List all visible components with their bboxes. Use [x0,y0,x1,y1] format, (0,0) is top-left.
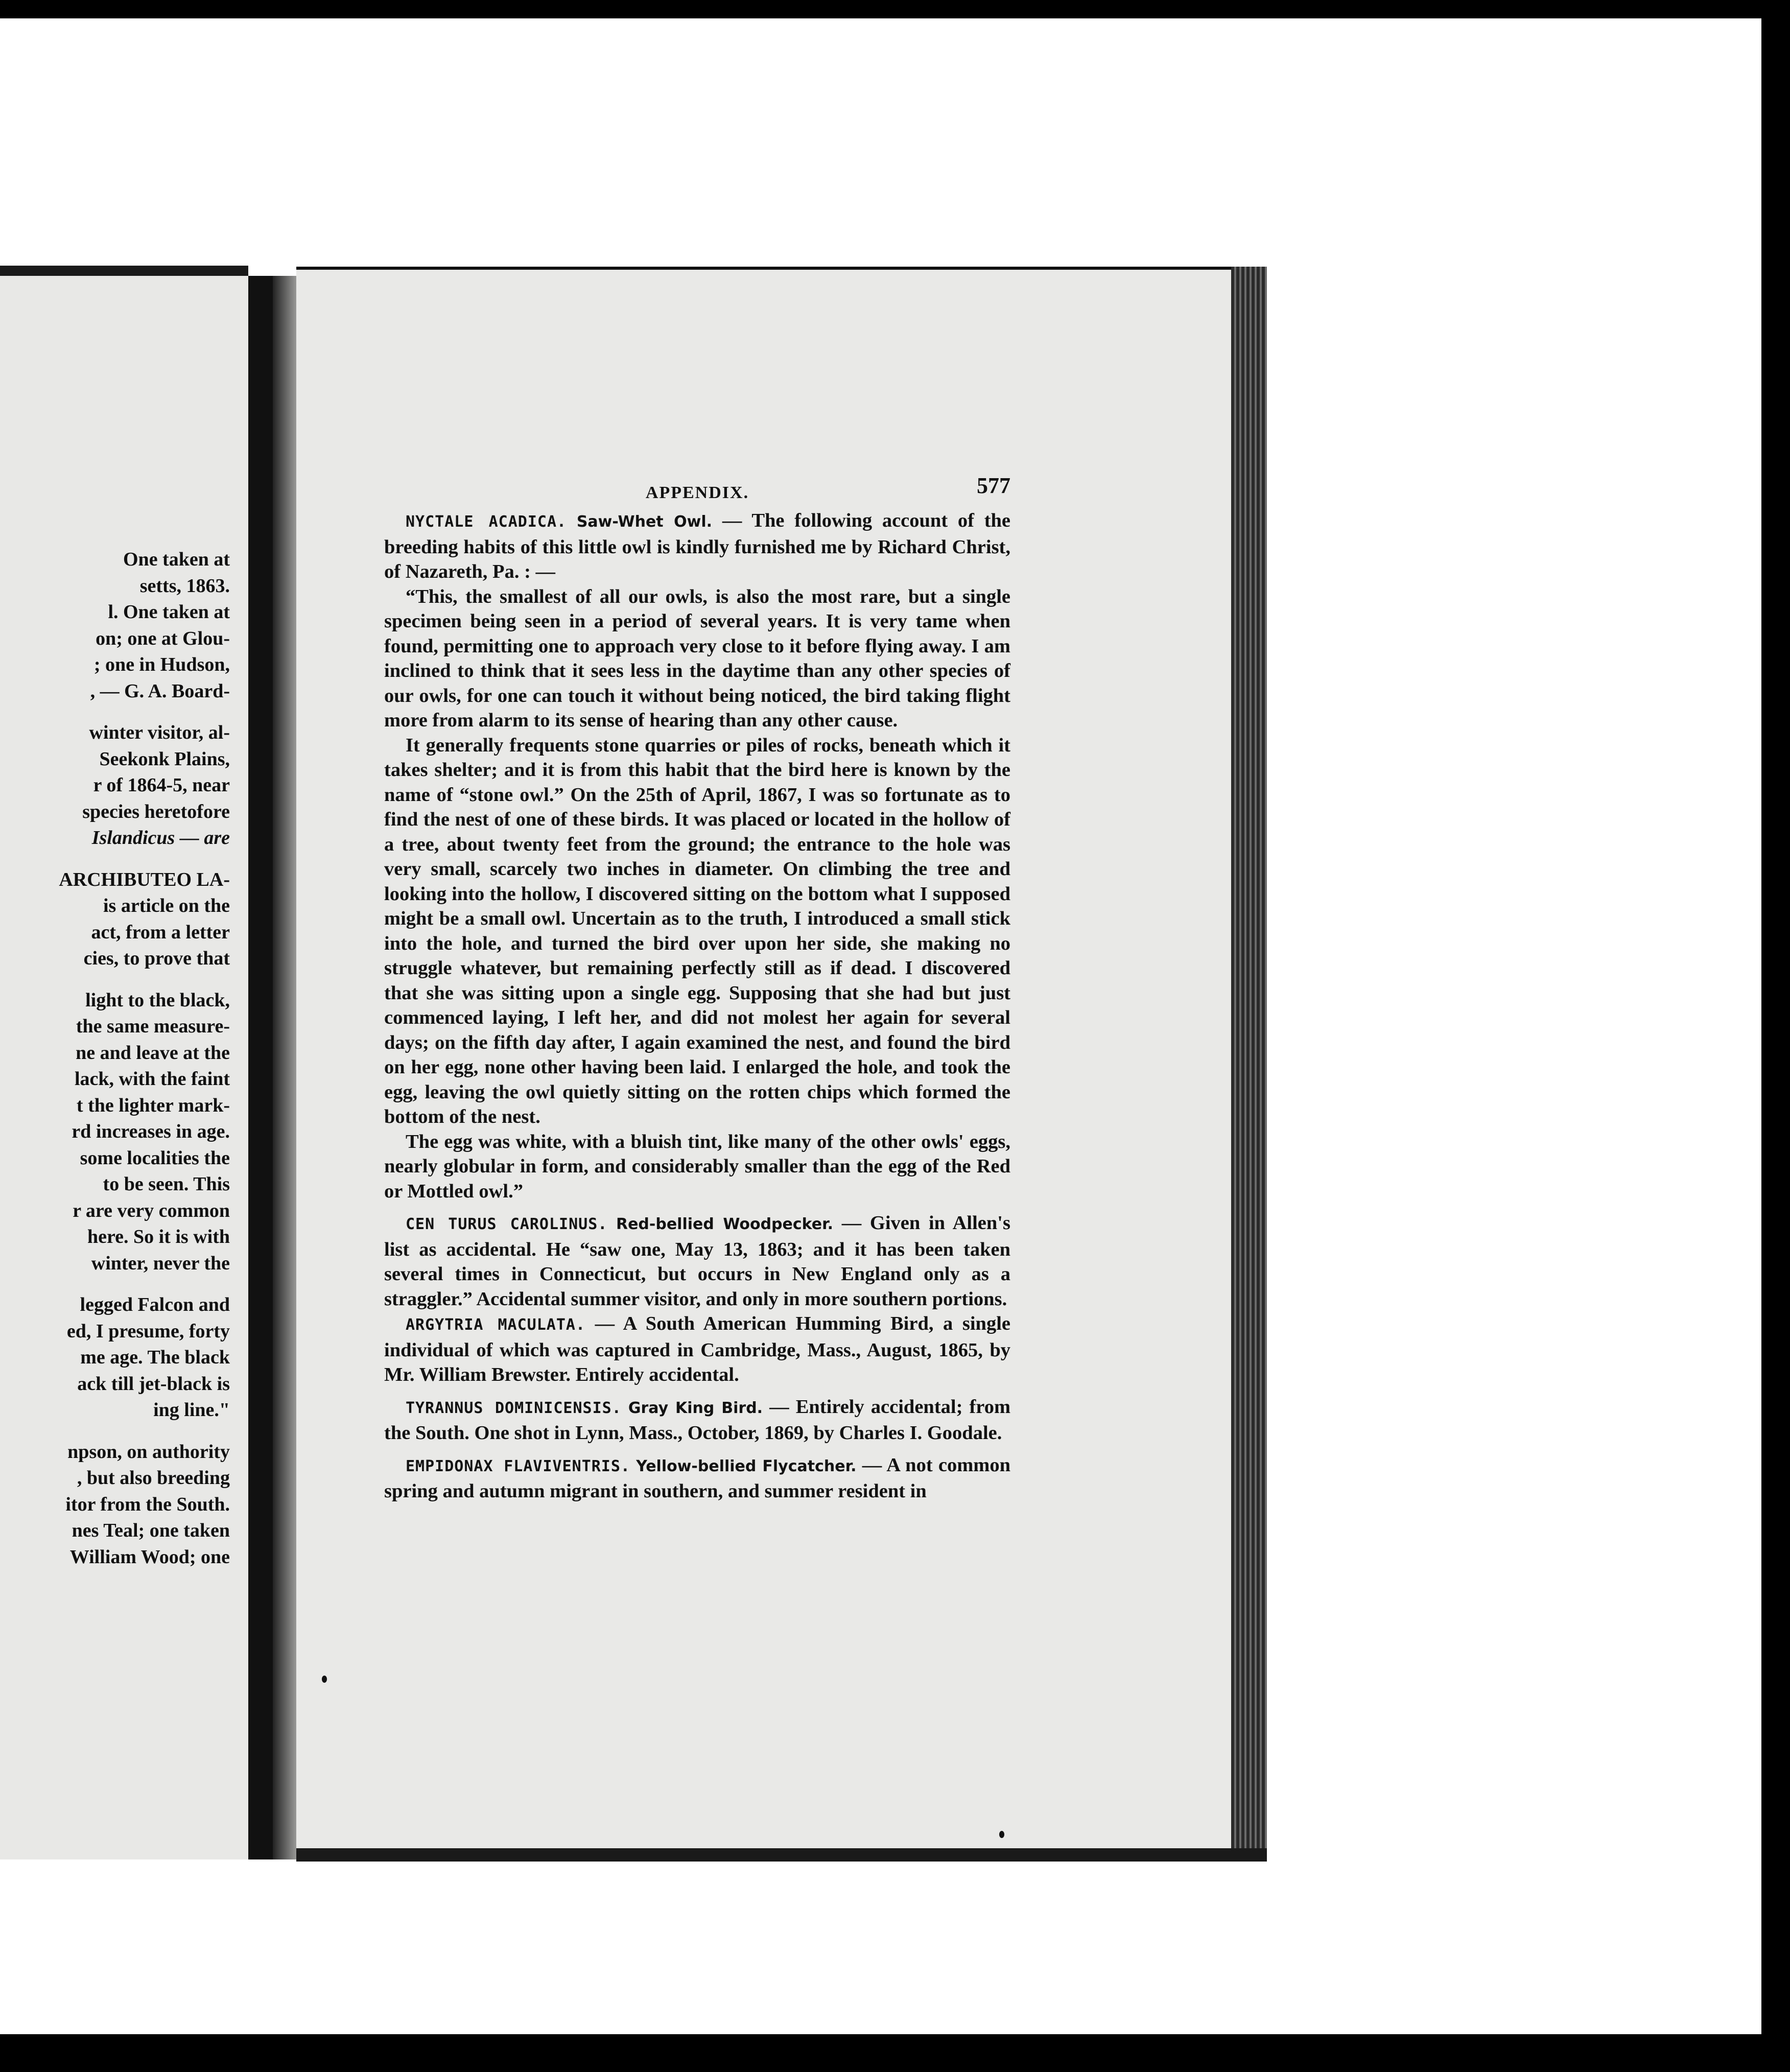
entry-text: — Entirely accidental; from the South. One shot in Lynn, Mass., October, 1869, by Charles I. Goodale. [384,1396,1011,1444]
entry-text: — The following account of the breeding habits of this little owl is kindly furnished me by Richard Christ, of Nazareth, Pa. : — [384,510,1011,582]
left-line: on; one at Glou- [96,627,230,649]
film-bottom-edge [0,2034,1790,2072]
species-entry [384,1395,1010,1446]
ink-speck [322,1676,327,1683]
left-line: cies, to prove that [83,948,230,969]
left-line: here. So it is with [87,1226,230,1247]
species-entry [384,1453,1010,1504]
species-entry [384,508,1010,584]
left-line: winter, never the [91,1252,230,1274]
left-line: light to the black, [85,989,230,1011]
left-line: William Wood; one [69,1546,230,1568]
left-page-text [0,547,230,1570]
running-title: APPENDIX. [645,483,749,502]
left-line: t the lighter mark- [76,1094,230,1116]
left-line: nes Teal; one taken [72,1520,230,1541]
common-name: Saw-Whet Owl. [576,513,713,531]
left-line: is article on the [103,895,230,916]
species-entry [384,1311,1010,1387]
genus-name: CEN TURUS CAROLINUS. [406,1215,608,1233]
page-fore-edge [1231,267,1267,1848]
left-line: to be seen. This [103,1173,230,1195]
common-name: Gray King Bird. [628,1399,763,1417]
common-name: Yellow-bellied Flycatcher. [636,1457,857,1475]
left-line: , — G. A. Board- [90,680,230,702]
common-name: Red-bellied Woodpecker. [616,1215,834,1233]
left-line: winter visitor, al- [89,722,230,743]
left-line [0,972,230,987]
left-line: the same measure- [76,1016,230,1037]
left-line: species heretofore [82,800,230,822]
left-line [0,704,230,720]
left-line: One taken at [123,549,230,570]
left-line: ne and leave at the [76,1042,230,1064]
left-page [0,276,248,1859]
left-line: ; one in Hudson, [93,654,230,675]
left-line: Seekonk Plains, [99,748,230,770]
left-line: Islandicus — are [91,827,230,849]
left-line [0,852,230,867]
book-gutter [248,276,273,1859]
left-line: setts, 1863. [139,575,230,597]
entry-text: — A South American Humming Bird, a single individual of which was captured in Cambridge, Mass., August, 1865, by Mr. William Brewster. Entirely accidental. [384,1313,1010,1385]
quote-paragraph: “This, the smallest of all our owls, is also the most rare, but a single specimen being seen in a period of several years. It is very tame when found, permitting one to approach very close to it before flying away. I am inclined to think that it sees less in the daytime than any other species of our owls, for one can touch it without being noticed, the bird taking flight more from alarm to its sense of hearing than any other cause. [384,585,1010,731]
left-line: ing line." [153,1399,230,1421]
left-line: rd increases in age. [72,1121,230,1142]
left-line: ed, I presume, forty [66,1320,230,1342]
left-line: ARCHIBUTEO LA- [59,868,230,890]
ink-speck [999,1831,1004,1838]
page-content [384,473,1010,1504]
left-line [0,1277,230,1292]
left-line: r of 1864-5, near [93,774,230,796]
genus-name: NYCTALE ACADICA. [406,513,567,531]
left-line: act, from a letter [91,921,230,943]
left-line: legged Falcon and [80,1294,230,1315]
entry-text: — A not common spring and autumn migrant in southern, and summer resident in [384,1454,1011,1502]
page-number: 577 [977,473,1010,498]
genus-name: TYRANNUS DOMINICENSIS. [406,1399,622,1417]
left-line: r are very common [73,1199,230,1221]
left-line: me age. The black [80,1347,230,1368]
species-entry [384,1211,1010,1311]
left-line: , but also breeding [77,1467,230,1489]
genus-name: EMPIDONAX FLAVIVENTRIS. [406,1457,630,1475]
left-line: lack, with the faint [75,1068,230,1090]
left-line: itor from the South. [65,1493,230,1515]
left-line [0,1424,230,1439]
running-head [384,473,1010,508]
quote-paragraph: It generally frequents stone quarries or piles of rocks, beneath which it takes shelter; and it is from this habit that the bird here is known by the name of “stone owl.” On the 25th of April, 1867, I was so fortunate as to find the nest of one of these birds. It was placed or located in the hollow of a tree, about twenty feet from the ground; the entrance to the hole was very small, scarcely two inches in diameter. On climbing the tree and looking into the hollow, I discovered sitting on the bottom what I supposed might be a small owl. Uncertain as to the truth, I introduced a small stick into the hole, and turned the bird over upon her side, she making no struggle whatever, but remaining perfectly still as if dead. I discovered that she was sitting upon a single egg. Supposing that she had but just commenced laying, I left her, and did not molest her again for several days; on the fifth day after, I again examined the nest, and found the bird on her egg, none other having been laid. I enlarged the hole, and took the egg, leaving the owl quietly sitting on the rotten chips which formed the bottom of the nest. [384,734,1010,1127]
entry-text: — Given in Allen's list as accidental. He “saw one, May 13, 1863; and it has been taken several times in Connecticut, but occurs in New England only as a straggler.” Accidental summer visitor, and only in more southern portions. [384,1212,1010,1310]
left-line: ack till jet-black is [77,1373,230,1395]
genus-name: ARGYTRIA MACULATA. [406,1316,586,1334]
page-bottom-edge [296,1848,1267,1862]
left-line: npson, on authority [67,1441,230,1463]
left-line: l. One taken at [108,601,230,623]
quote-paragraph: The egg was white, with a bluish tint, like many of the other owls' eggs, nearly globular in form, and considerably smaller than the egg of the Red or Mottled owl.” [384,1131,1010,1202]
left-line: some localities the [80,1147,230,1169]
